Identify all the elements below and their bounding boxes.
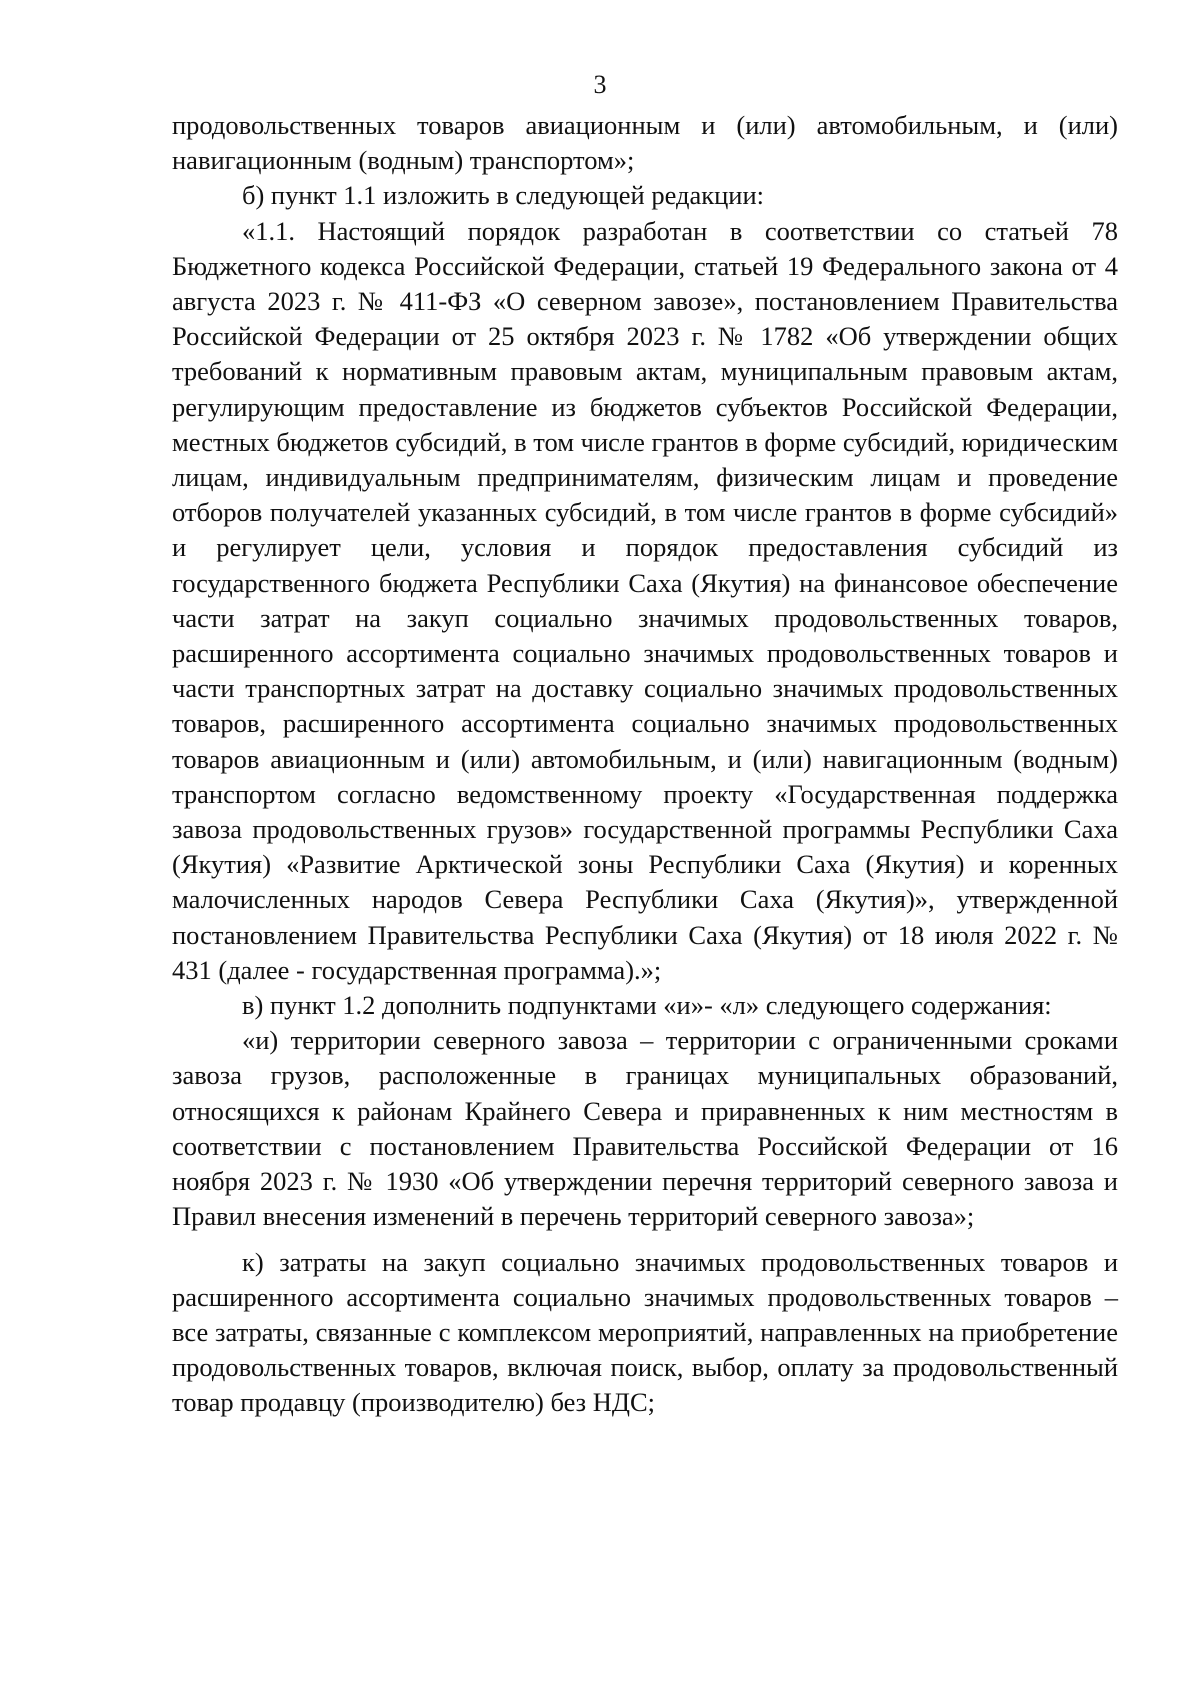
paragraph-subpoint-k: к) затраты на закуп социально значимых продовольственных товаров и расширенного ассортимента социально значимых продовольственных товаров – все затраты, связанные с комплексом мероприятий, направленных на приобретение продовольственных товаров, включая поиск, выбор, оплату за продовольственный товар продавцу (производителю) без НДС; (172, 1246, 1118, 1418)
paragraph-clause-1-1: «1.1. Настоящий порядок разработан в соответствии со статьей 78 Бюджетного кодекса Российской Федерации, статьей 19 Федерального закона от 4 августа 2023 г. № 411-ФЗ «О северном завозе», постановлением Правительства Российской Федерации от 25 октября 2023 г. № 1782 «Об утверждении общих требований к нормативным правовым актам, муниципальным правовым актам, регулирующим предоставление из бюджетов субъектов Российской Федерации, местных бюджетов субсидий, в том числе грантов в форме субсидий, юридическим лицам, индивидуальным предпринимателям, физическим лицам и проведение отборов получателей указанных субсидий, в том числе грантов в форме субсидий» и регулирует цели, условия и порядок предоставления субсидий из государственного бюджета Республики Саха (Якутия) на финансовое обеспечение части затрат на закуп социально значимых продовольственных товаров, расширенного ассортимента социально значимых продовольственных товаров и части транспортных затрат на доставку социально значимых продовольственных товаров, расширенного ассортимента социально значимых продовольственных товаров авиационным и (или) автомобильным, и (или) навигационным (водным) транспортом согласно ведомственному проекту «Государственная поддержка завоза продовольственных грузов» государственной программы Республики Саха (Якутия) «Развитие Арктической зоны Республики Саха (Якутия) и коренных малочисленных народов Севера Республики Саха (Якутия)», утвержденной постановлением Правительства Республики Саха (Якутия) от 18 июля 2022 г. № 431 (далее - государственная программа).»; (172, 215, 1118, 985)
paragraph-subpoint-b: б) пункт 1.1 изложить в следующей редакции: (242, 180, 765, 211)
page-number: 3 (593, 70, 607, 99)
document-body (172, 108, 1118, 1421)
paragraph-continuation: продовольственных товаров авиационным и (или) автомобильным, и (или) навигационным (водным) транспортом»; (172, 110, 1118, 176)
paragraph-subpoint-i: «и) территории северного завоза – территории с ограниченными сроками завоза грузов, расположенные в границах муниципальных образований, относящихся к районам Крайнего Севера и приравненных к ним местностям в соответствии с постановлением Правительства Российской Федерации от 16 ноября 2023 г. № 1930 «Об утверждении перечня территорий северного завоза и Правил внесения изменений в перечень территорий северного завоза»; (172, 1025, 1118, 1232)
paragraph-subpoint-v: в) пункт 1.2 дополнить подпунктами «и»- «л» следующего содержания: (242, 990, 1052, 1021)
